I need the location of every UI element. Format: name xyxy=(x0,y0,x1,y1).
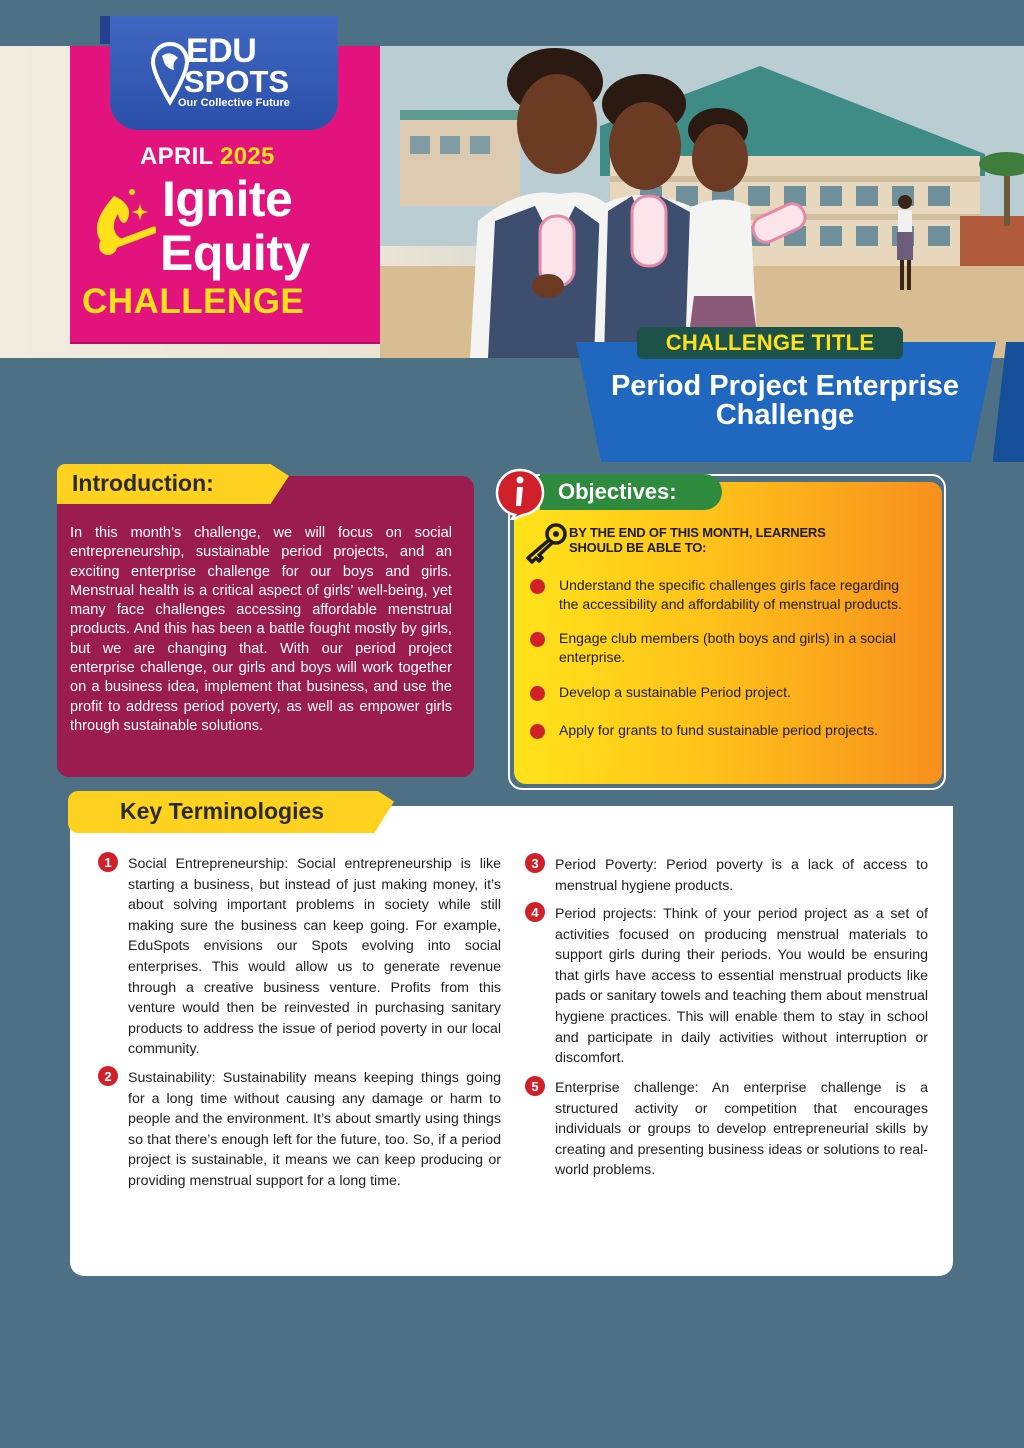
month-label xyxy=(140,143,275,171)
term-text: Period Poverty: Period poverty is a lack of access to menstrual hygiene products. xyxy=(555,857,928,894)
term-number: 4 xyxy=(525,902,545,922)
term-number: 3 xyxy=(525,853,545,873)
term-number: 2 xyxy=(98,1066,118,1086)
key-icon xyxy=(520,522,568,564)
challenge-title-tab: CHALLENGE TITLE xyxy=(637,327,903,359)
introduction-text: In this month’s challenge, we will focus on social entrepreneurship, sustainable period projects, and an exciting enterprise challenge for our boys and girls. Menstrual health is a critical aspect of girls’ well-being, yet many face challenges accessing affordable menstrual products. And this has been a battle fought mostly by girls, but we are changing that. With our period project enterprise challenge, our girls and boys will work together on a business idea, implement that business, and use the profit to address period poverty, as well as empower girls through sustainable solutions. xyxy=(70,525,452,734)
objective-text: Understand the specific challenges girls face regarding the accessibility and affordability of menstrual products. xyxy=(559,577,902,612)
objective-text: Engage club members (both boys and girls) in a social enterprise. xyxy=(559,630,896,665)
term-text: Social Entrepreneurship: Social entrepreneurship is like starting a business, but instead of just making money, it’s about solving important problems in society while still making sure the business can keep going. For example, EduSpots envisions our Spots evolving into social enterprises. This would allow us to generate revenue through a creative business venture. Profits from this venture would then be reinvested in purchasing sanitary products to address the issue of period poverty in our local community. xyxy=(128,856,501,1058)
objective-bullet xyxy=(530,579,545,594)
objective-bullet xyxy=(530,632,545,647)
term-text: Enterprise challenge: An enterprise challenge is a structured activity or competition that encourages individuals or groups to develop entrepreneurial skills by creating and presenting business ideas or solutions to real-world problems. xyxy=(555,1080,928,1179)
logo-tagline: Our Collective Future xyxy=(178,97,290,109)
objectives-heading: Objectives: xyxy=(540,474,722,510)
term-text: Period projects: Think of your period project as a set of activities focused on producing menstrual materials to support girls during their periods. You would be ensuring that girls have access to essential menstrual products like pads or sanitary towels and teaching them about menstrual hygiene practices. This will enable them to stay in school and participate in daily activities without interruption or discomfort. xyxy=(555,906,928,1067)
title-ignite: Ignite xyxy=(162,171,293,227)
challenge-title: Period Project Enterprise Challenge xyxy=(610,370,960,431)
term-number: 5 xyxy=(525,1076,545,1096)
objective-text: Develop a sustainable Period project. xyxy=(559,684,791,700)
info-icon xyxy=(493,466,547,520)
month-year: 2025 xyxy=(220,143,275,170)
terminologies-heading: Key Terminologies xyxy=(120,798,325,824)
logo-edu: EDU xyxy=(186,32,257,70)
introduction-heading: Introduction: xyxy=(72,470,214,496)
term-number: 1 xyxy=(98,852,118,872)
title-challenge: CHALLENGE xyxy=(82,282,305,321)
objective-bullet xyxy=(530,686,545,701)
objective-bullet xyxy=(530,724,545,739)
objective-text: Apply for grants to fund sustainable period projects. xyxy=(559,722,879,738)
month-name: APRIL xyxy=(140,143,214,170)
term-text: Sustainability: Sustainability means keeping things going for a long time without causing any damage or harm to people and the environment. It’s about smartly using things so that there’s enough left for the future, too. So, if a period project is sustainable, it means we can keep producing or providing menstrual support for a long time. xyxy=(128,1070,501,1189)
title-equity: Equity xyxy=(160,225,310,281)
objectives-lead: BY THE END OF THIS MONTH, LEARNERS SHOULD BE ABLE TO: xyxy=(569,525,826,555)
logo-spots: SPOTS xyxy=(184,64,290,99)
match-flame-icon xyxy=(84,186,156,264)
